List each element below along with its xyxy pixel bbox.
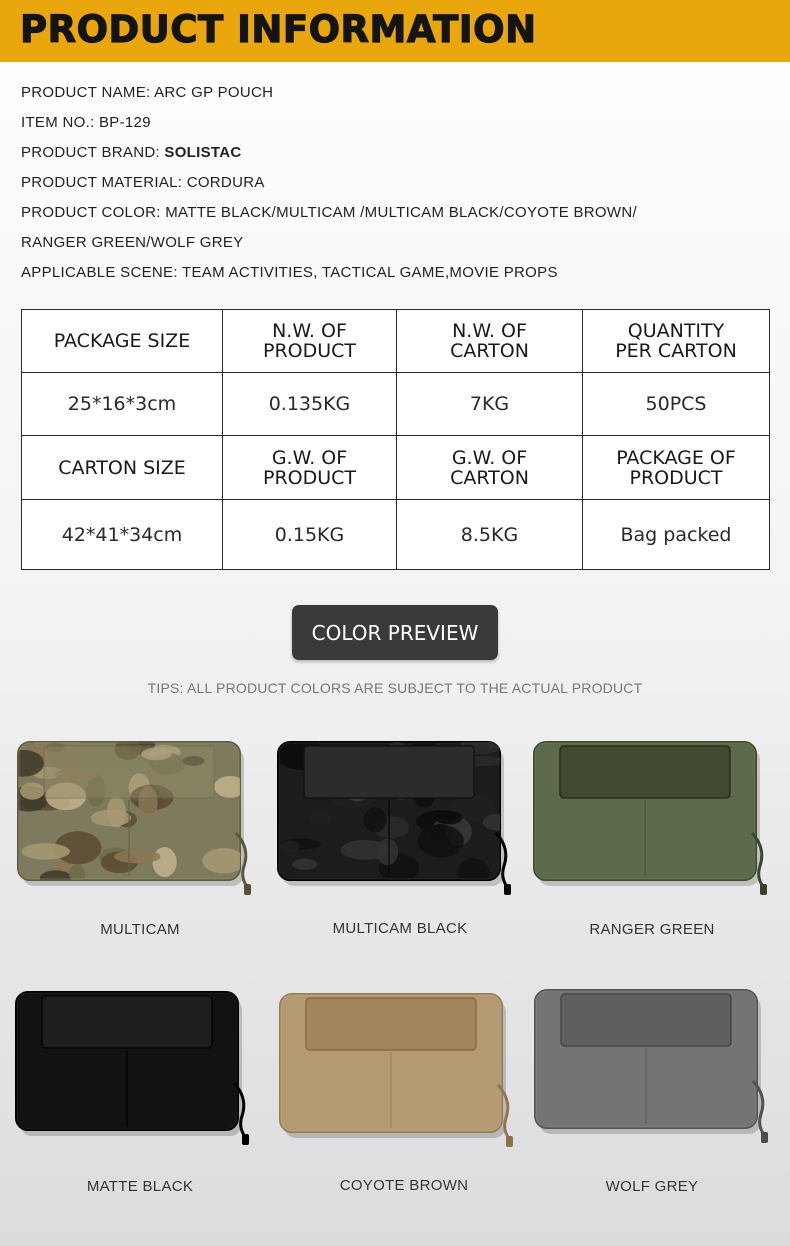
color-label: MULTICAM BLACK	[332, 920, 468, 937]
table-header-cell: PACKAGE SIZE	[22, 310, 223, 373]
tips-text: TIPS: ALL PRODUCT COLORS ARE SUBJECT TO THE ACTUAL PRODUCT	[147, 680, 643, 696]
table-cell: 25*16*3cm	[22, 373, 223, 436]
table-cell: Bag packed	[583, 500, 770, 570]
spec-table	[21, 309, 770, 570]
info-label: APPLICABLE SCENE:	[21, 264, 183, 281]
table-cell: 0.135KG	[223, 373, 397, 436]
info-label: PRODUCT COLOR:	[21, 204, 166, 221]
pouch-svg	[12, 988, 262, 1148]
pouch-image	[274, 738, 524, 898]
info-label: PRODUCT MATERIAL:	[21, 174, 187, 191]
page-title: PRODUCT INFORMATION	[20, 8, 537, 51]
color-label: RANGER GREEN	[589, 921, 715, 938]
table-header-cell: G.W. OF PRODUCT	[223, 436, 397, 500]
pouch-image	[531, 986, 781, 1146]
color-label: COYOTE BROWN	[339, 1177, 469, 1194]
pouch-svg	[276, 990, 526, 1150]
table-row	[22, 310, 770, 373]
info-value: ARC GP POUCH	[154, 84, 274, 101]
product-info-list	[21, 80, 637, 290]
header-banner	[0, 0, 790, 62]
table-header-cell: QUANTITY PER CARTON	[583, 310, 770, 373]
info-line-material	[21, 170, 637, 200]
info-line-item	[21, 110, 637, 140]
table-header-cell: G.W. OF CARTON	[397, 436, 583, 500]
info-line-scene	[21, 260, 637, 290]
table-header-cell: N.W. OF PRODUCT	[223, 310, 397, 373]
color-label: WOLF GREY	[605, 1178, 699, 1195]
pouch-image	[276, 990, 526, 1150]
color-preview-button[interactable]: COLOR PREVIEW	[292, 605, 498, 660]
info-value: SOLISTAC	[164, 144, 242, 161]
info-label: ITEM NO.:	[21, 114, 99, 131]
table-cell: 50PCS	[583, 373, 770, 436]
table-cell: 0.15KG	[223, 500, 397, 570]
info-label: PRODUCT NAME:	[21, 84, 155, 101]
info-line-brand	[21, 140, 637, 170]
table-row	[22, 436, 770, 500]
info-label: PRODUCT BRAND:	[21, 144, 165, 161]
pouch-svg	[531, 986, 781, 1146]
table-header-cell: CARTON SIZE	[22, 436, 223, 500]
info-value: MATTE BLACK/MULTICAM /MULTICAM BLACK/COYOTE BROWN/	[165, 204, 637, 221]
info-value: CORDURA	[186, 174, 265, 191]
table-cell: 8.5KG	[397, 500, 583, 570]
color-label: MATTE BLACK	[86, 1178, 194, 1195]
pouch-svg	[530, 738, 780, 898]
pouch-svg	[274, 738, 524, 898]
table-cell: 42*41*34cm	[22, 500, 223, 570]
table-cell: 7KG	[397, 373, 583, 436]
pouch-svg	[14, 738, 264, 898]
info-line-color	[21, 200, 637, 230]
pouch-image	[530, 738, 780, 898]
table-row	[22, 373, 770, 436]
table-header-cell: PACKAGE OF PRODUCT	[583, 436, 770, 500]
info-value: RANGER GREEN/WOLF GREY	[21, 234, 244, 251]
pouch-image	[14, 738, 264, 898]
color-label: MULTICAM	[100, 921, 180, 938]
info-value: BP-129	[99, 114, 151, 131]
table-header-cell: N.W. OF CARTON	[397, 310, 583, 373]
info-line-name	[21, 80, 637, 110]
table-row	[22, 500, 770, 570]
info-value: TEAM ACTIVITIES, TACTICAL GAME,MOVIE PROPS	[182, 264, 558, 281]
pouch-image	[12, 988, 262, 1148]
info-line-color-cont	[21, 230, 637, 260]
